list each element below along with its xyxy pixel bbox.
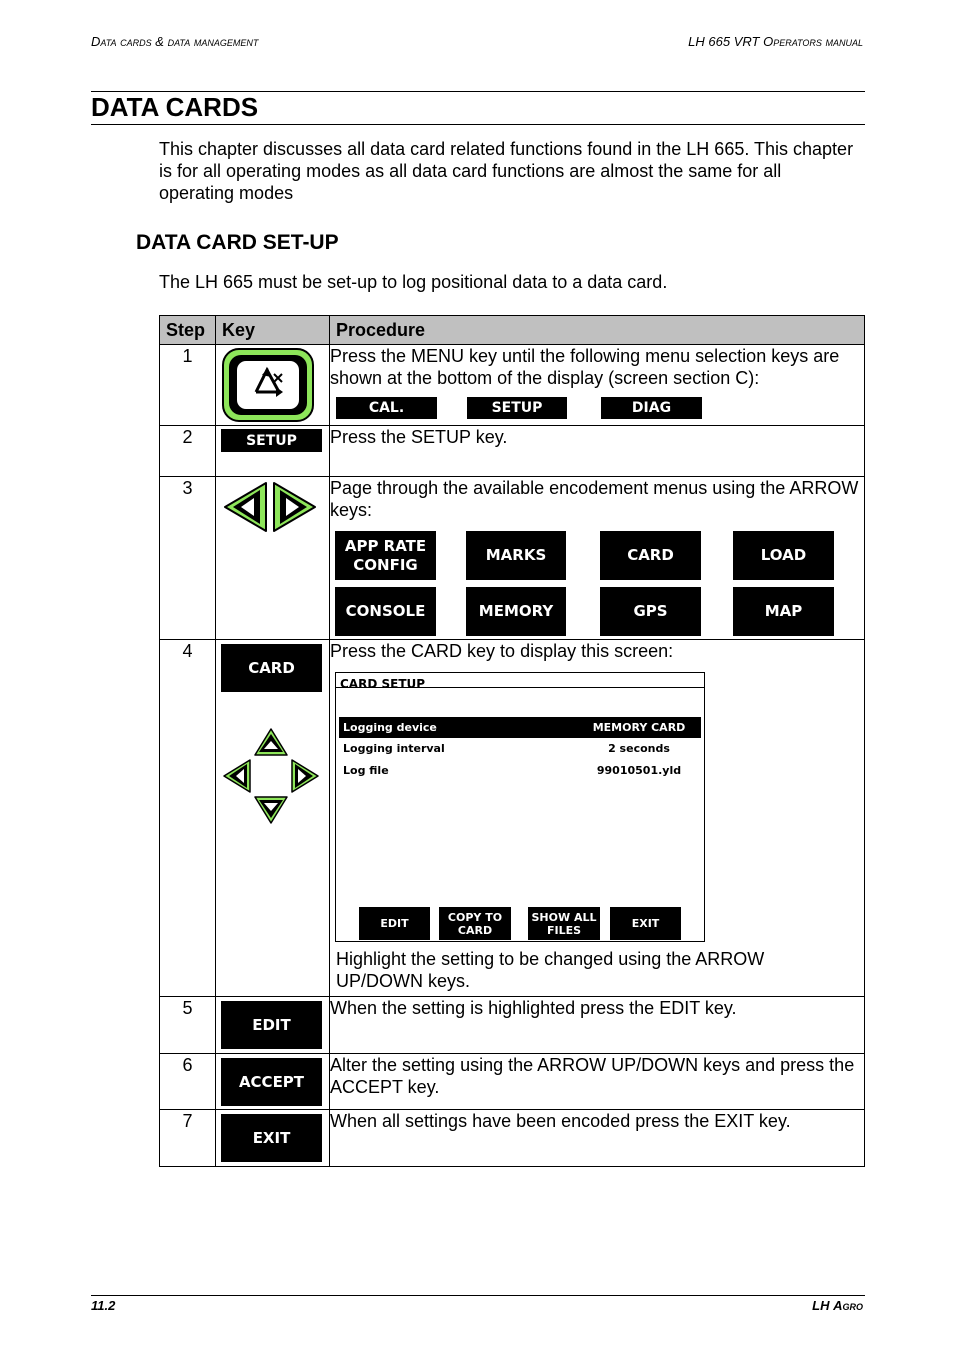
setting-label: Logging device (343, 720, 437, 734)
table-row (160, 997, 865, 1054)
running-header-right: LH 665 VRT Operators manual (688, 34, 863, 49)
step-text: Press the MENU key until the following menu selection keys are shown at the bottom of the display (screen section C): (330, 346, 840, 388)
setting-row-log-file[interactable] (339, 760, 701, 781)
arrow-up-key-icon[interactable] (255, 729, 287, 755)
setting-label: Log file (343, 763, 389, 777)
menu-key-marks[interactable]: MARKS (466, 531, 566, 580)
screen-divider (336, 687, 704, 688)
step-text: Press the SETUP key. (330, 426, 865, 477)
step-number: 2 (160, 426, 216, 477)
card-setup-screen (335, 672, 705, 942)
footer-brand: LH Agro (812, 1298, 863, 1313)
setting-value: 2 seconds (608, 741, 670, 755)
edit-key[interactable]: EDIT (221, 1001, 322, 1049)
col-header-procedure: Procedure (330, 316, 865, 345)
softkey-cal[interactable]: CAL. (336, 397, 437, 419)
col-header-key: Key (216, 316, 330, 345)
arrow-right-key-icon[interactable] (270, 480, 318, 534)
softkey-setup[interactable]: SETUP (467, 397, 567, 419)
step-number: 4 (160, 640, 216, 997)
table-row (160, 477, 865, 640)
setting-row-logging-device[interactable] (339, 717, 701, 738)
table-row (160, 345, 865, 426)
setting-value: 99010501.yld (596, 763, 682, 777)
arrow-down-key-icon[interactable] (255, 797, 287, 823)
card-key[interactable]: CARD (221, 644, 322, 692)
screen-softkey-show-all-files[interactable]: SHOW ALL FILES (528, 907, 600, 940)
page-title: DATA CARDS (91, 92, 259, 122)
step-text: Alter the setting using the ARROW UP/DOWN keys and press the ACCEPT key. (330, 1054, 865, 1110)
setting-label: Logging interval (343, 741, 445, 755)
screen-softkey-exit[interactable]: EXIT (610, 907, 681, 940)
menu-key-card[interactable]: CARD (600, 531, 701, 580)
table-header-row (160, 316, 865, 345)
arrow-cluster-icon (222, 726, 320, 826)
screen-softkey-copy-to-card[interactable]: COPY TO CARD (439, 907, 511, 940)
table-row (160, 1110, 865, 1167)
page-number: 11.2 (91, 1298, 116, 1313)
setup-key[interactable]: SETUP (221, 429, 322, 452)
screen-title: CARD SETUP (340, 677, 426, 691)
footer-rule (91, 1295, 865, 1296)
procedure-table (159, 315, 865, 1167)
step-text: Page through the available encodement menus using the ARROW keys: (330, 478, 859, 520)
setting-value: MEMORY CARD (592, 720, 686, 734)
menu-key-load[interactable]: LOAD (733, 531, 834, 580)
table-row (160, 1054, 865, 1110)
arrow-left-key-icon[interactable] (224, 760, 250, 792)
chapter-intro: This chapter discusses all data card related functions found in the LH 665. This chapter is for all operating modes as all data card functions are almost the same for all operating modes (159, 139, 854, 203)
step-text-after: Highlight the setting to be changed using the ARROW UP/DOWN keys. (336, 949, 765, 991)
exit-key[interactable]: EXIT (221, 1114, 322, 1162)
menu-key-map[interactable]: MAP (733, 587, 834, 636)
menu-key-app-rate-config[interactable]: APP RATE CONFIG (335, 531, 436, 580)
table-row (160, 640, 865, 997)
step-number: 5 (160, 997, 216, 1054)
col-header-step: Step (160, 316, 216, 345)
step-text: When the setting is highlighted press the EDIT key. (330, 997, 865, 1054)
title-rule-bottom (91, 124, 865, 125)
menu-key-icon[interactable] (222, 348, 314, 422)
setting-row-logging-interval[interactable] (339, 738, 701, 759)
arrow-left-key-icon[interactable] (222, 480, 270, 534)
table-row (160, 426, 865, 477)
step-number: 3 (160, 477, 216, 640)
menu-key-console[interactable]: CONSOLE (335, 587, 436, 636)
step-text: When all settings have been encoded press the EXIT key. (330, 1110, 865, 1167)
arrow-right-key-icon[interactable] (292, 760, 318, 792)
menu-key-gps[interactable]: GPS (600, 587, 701, 636)
step-text: Press the CARD key to display this screen: (330, 641, 674, 661)
running-header-left: Data cards & data management (91, 34, 259, 49)
step-number: 1 (160, 345, 216, 426)
screen-softkey-edit[interactable]: EDIT (359, 907, 430, 940)
step-number: 7 (160, 1110, 216, 1167)
accept-key[interactable]: ACCEPT (221, 1058, 322, 1106)
menu-key-memory[interactable]: MEMORY (466, 587, 566, 636)
section-intro: The LH 665 must be set-up to log positional data to a data card. (159, 272, 668, 292)
step-number: 6 (160, 1054, 216, 1110)
section-title: DATA CARD SET-UP (136, 231, 339, 254)
softkey-diag[interactable]: DIAG (601, 397, 702, 419)
